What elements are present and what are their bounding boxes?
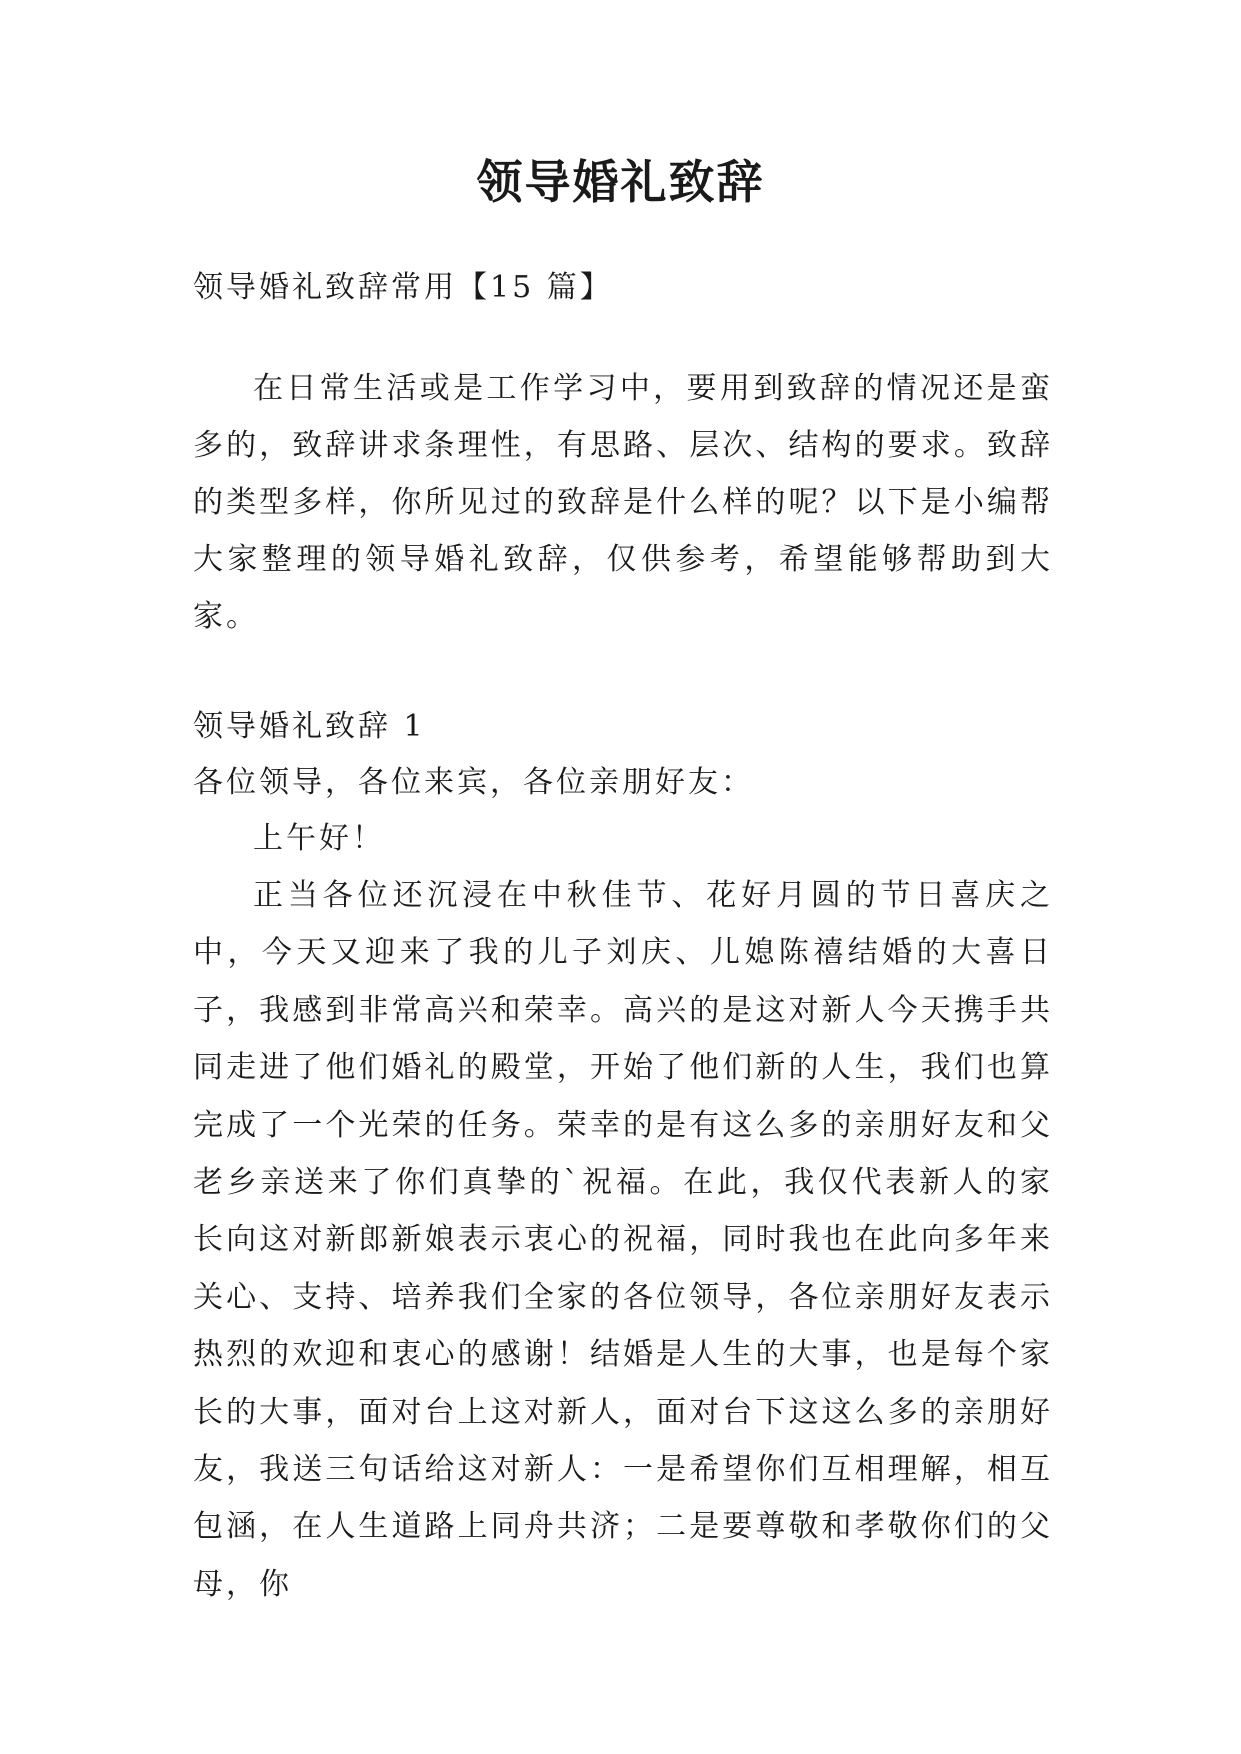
section-heading: 领导婚礼致辞 1 (193, 709, 426, 744)
greeting-line: 上午好！ (253, 821, 385, 856)
document-subtitle: 领导婚礼致辞常用【15 篇】 (193, 270, 613, 305)
speech-body-paragraph: 正当各位还沉浸在中秋佳节、花好月圆的节日喜庆之中，今天又迎来了我的儿子刘庆、儿媳陈禧结婚的大喜日子，我感到非常高兴和荣幸。高兴的是这对新人今天携手共同走进了他们婚礼的殿堂，开始了他们新的人生，我们也算完成了一个光荣的任务。荣幸的是有这么多的亲朋好友和父老乡亲送来了你们真挚的`祝福。在此，我仅代表新人的家长向这对新郎新娘表示衷心的祝福，同时我也在此向多年来关心、支持、培养我们全家的各位领导，各位亲朋好友表示热烈的欢迎和衷心的感谢！结婚是人生的大事，也是每个家长的大事，面对台上这对新人，面对台下这这么多的亲朋好友，我送三句话给这对新人：一是希望你们互相理解，相互包涵，在人生道路上同舟共济；二是要尊敬和孝敬你们的父母，你 (193, 878, 1053, 1602)
salutation-line: 各位领导，各位来宾，各位亲朋好友： (193, 765, 754, 800)
document-body (193, 260, 1053, 1613)
intro-paragraph: 在日常生活或是工作学习中，要用到致辞的情况还是蛮多的，致辞讲求条理性，有思路、层次、结构的要求。致辞的类型多样，你所见过的致辞是什么样的呢？以下是小编帮大家整理的领导婚礼致辞，仅供参考，希望能够帮助到大家。 (193, 371, 1053, 634)
document-title: 领导婚礼致辞 (476, 155, 765, 209)
